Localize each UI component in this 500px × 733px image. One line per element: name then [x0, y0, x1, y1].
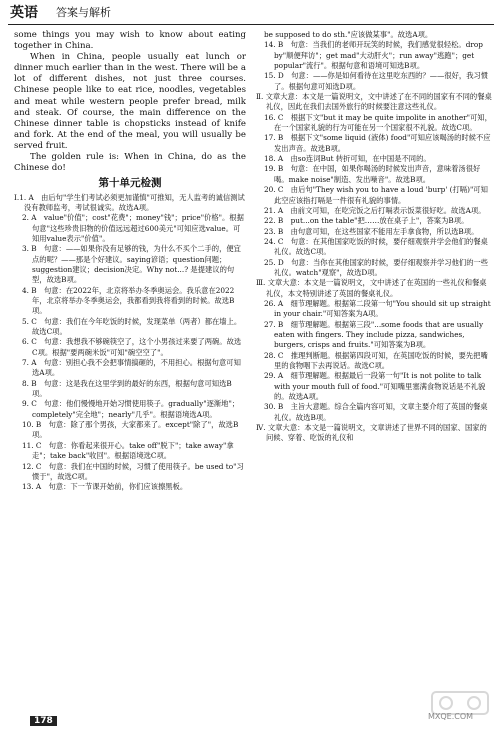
answer-item: 6. C 句意：我想我不够碗筷空了，这个小男孩过来要了两碗。故选C项。根据"要两碗米饭"可知"碗空空了"。	[22, 337, 242, 357]
passage-paragraph-1: some things you may wish to know about eating together in China.	[14, 30, 246, 52]
subject-title: 英语	[10, 5, 38, 21]
right-column	[256, 30, 492, 444]
answer-item: 17. B 根据下文"some liquid (液体) food"可知应该喝汤的时候不应发出声音。故选B项。	[264, 133, 491, 153]
answer-item: 27. B 细节理解题。根据第三段"...some foods that are usually eaten with fingers. They include pizza, sandwiches, burgers, crisps and fruits."可知答案为B项。	[264, 319, 484, 350]
answer-item: 21. A 由前文可知，在吃完饭之后打嗝表示饭菜很好吃。故选A项。	[264, 205, 486, 215]
answer-item: be supposed to do sth."应该做某事"。故选A项。	[264, 30, 433, 39]
answer-item: 5. C 句意：我们在今年吃饭的时候，发现菜单（两者）都在墙上。故选C项。	[22, 316, 242, 337]
answer-item: 16. C 根据下文"but it may be quite impolite in another"可知，在一个国家礼貌的行为可能在另一个国家很不礼貌。故选C项。	[264, 112, 492, 133]
answer-item: 23. B 由句意可知，在这些国家不能用左手拿食物，所以选B项。	[264, 226, 479, 236]
header-rule	[8, 24, 494, 25]
answer-item: 9. C 句意：他们慢慢地开始习惯使用筷子。gradually"逐渐地"；completely"完全地"；nearly"几乎"。根据语境选A项。	[22, 399, 240, 419]
answer-item: 25. D 句意：当你在其他国家的时候，要仔细观察并学习他们的一些礼仪。watch"观察"，故选D项。	[264, 257, 489, 277]
section-summary: Ⅱ. 文章大意：本文是一篇说明文，文中讲述了在不同的国家有不同的餐桌礼仪，因此在我们去国外旅行的时候要注意这些礼仪。	[256, 92, 492, 112]
left-column	[14, 30, 246, 493]
answer-item: 10. B 句意：除了那个男孩，大家都来了。except"除了"，故选B项。	[22, 420, 239, 440]
page-number: 178	[30, 716, 57, 726]
answer-item: 20. C 由后句"They wish you to have a loud 'burp' (打嗝)"可知此空应该指打嗝是一件很有礼貌的事情。	[264, 185, 488, 205]
passage-paragraph-3: The golden rule is: When in China, do as the Chinese do!	[14, 152, 246, 174]
answer-item: 11. C 句意：你看起来很开心。take off"脱下"；take away"拿走"；take back"收回"。根据语境选C项。	[22, 440, 234, 461]
answer-item: 13. A 句意：下一节课开始前，你们应该擦黑板。	[22, 482, 188, 492]
section-summary: Ⅳ. 文章大意：本文是一篇说明文，文章讲述了世界不同的国家、国家的问候、穿着、吃饭的礼仪和	[256, 423, 487, 443]
answer-item: 15. D 句意：——你是如何看待在这里吃东西的？——很好，我习惯了。根据句意可知选D项。	[264, 71, 489, 91]
section-title: 第十单元检测	[98, 177, 162, 190]
answer-item: 22. B put...on the table"把……放在桌子上"，答案为B项。	[264, 216, 469, 226]
watermark-text: MXQE.COM	[428, 712, 474, 721]
page-header	[8, 2, 494, 28]
answer-item: 19. B 句意：在中国，如果你喝汤的时候发出声音，意味着汤很好喝。make noise"制造、发出噪音"。故选B项。	[264, 164, 481, 184]
answer-item: 7. A 句意：别担心我不会把事情搞砸的，不用担心。根据句意可知选A项。	[22, 358, 241, 378]
answer-item: 4. B 句意：在2022年，北京将举办冬季奥运会。我乐意在2022年，北京将举办冬季奥运会，我都看到我将看到的时候。故选B项。	[22, 285, 235, 316]
watermark-logo-icon	[430, 690, 490, 728]
answer-item: 29. A 细节理解题。根据最后一段第一句"It is not polite to talk with your mouth full of food."可知嘴里塞满食物说话是不礼貌的。故选A项。	[264, 371, 486, 402]
answer-item: 14. B 句意：当我们的老师开玩笑的时候，我们感觉很轻松。drop by"顺便拜访"；get mad"大动肝火"；run away"逃跑"；get popular"流行"。根据句意和语境可知选B项。	[264, 40, 483, 71]
answer-item: 24. C 句意：在其他国家吃饭的时候，要仔细观察并学会他们的餐桌礼仪。故选C项。	[264, 236, 488, 257]
answer-item: 26. A 细节理解题。根据第二段第一句"You should sit up straight in your chair."可知答案为A项。	[264, 298, 491, 319]
answer-item: 30. B 主旨大意题。综合全篇内容可知，文章主要介绍了英国的餐桌礼仪。故选B项。	[264, 402, 488, 422]
answer-item: Ⅰ.1. A 由后句"学生们考试必须更加谨慎"可推知，无人监考的诚信测试没有教师监考，考试很诚实。故选A项。	[14, 192, 245, 212]
answer-item: 28. C 推理判断题。根据第四段可知，在英国吃饭的时候，要先把嘴里的食物咽下去再说话。故选C项。	[264, 350, 488, 370]
answer-item: 3. B 句意：——如果你没有足够的钱，为什么不买个二手的，便宜点的呢？——那是个好建议。saying谚语；question问题；suggestion建议；decision决定。Why not...? 是提建议的句型，故选B项。	[22, 244, 241, 285]
answer-item: 18. A 由so连词But 转折可知，在中国是不同的。	[264, 154, 431, 164]
answer-item: 2. A value"价值"；cost"花费"；money"钱"；price"价格"。根据句意"这些珍贵旧物的价值远远超过600美元"可知应选value。可知用value表示"价值"。	[22, 213, 244, 243]
answer-item: 8. B 句意：这是我在这里学到的最好的东西，根据句意可知选B项。	[22, 378, 232, 399]
header-subtitle: 答案与解析	[56, 6, 111, 19]
answer-item: 12. C 句意：我们在中国的时候，习惯了使用筷子。be used to"习惯于"，故选C项。	[22, 461, 244, 481]
passage-paragraph-2: When in China, people usually eat lunch or dinner much earlier than in the west. There will be a lot of different dishes, not just three courses. Chinese people like to eat rice, noodles, vegetables and meat while western people prefer bread, milk and steak. Of course, the main difference on the Chinese dinner table is chopsticks instead of knife and fork. At the end of the meal, you will usually be served fruit.	[14, 52, 246, 151]
section-summary: Ⅲ. 文章大意：本文是一篇说明文，文中讲述了在英国的一些礼仪和餐桌礼仪，本文特别讲述了英国的餐桌礼仪。	[256, 278, 487, 298]
